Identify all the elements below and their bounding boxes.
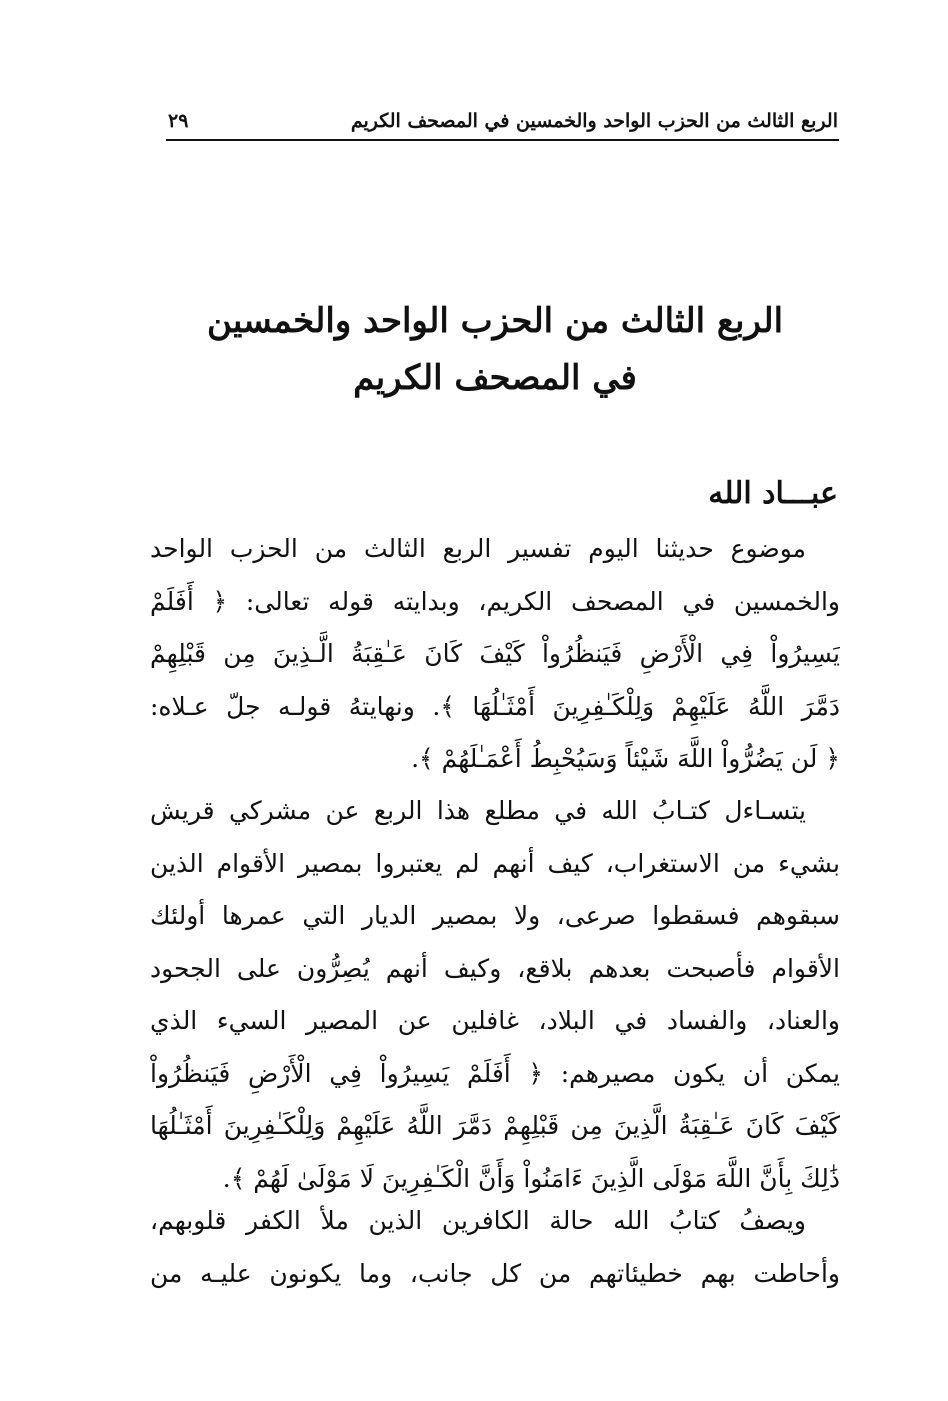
text-line: وأحاطت بهم خطيئاتهم من كل جانب، وما يكونون عليـه من <box>150 1258 840 1288</box>
text-line: ذَٰلِكَ بِأَنَّ اللَّهَ مَوْلَى الَّذِينَ ءَامَنُواْ وَأَنَّ الْكَـٰفِرِينَ لَا مَوْلَىٰ لَهُمْ ﴾. <box>222 1163 840 1193</box>
text-line: يمكن أن يكون مصيرهم: ﴿ أَفَلَمْ يَسِيرُواْ فِي الْأَرْضِ فَيَنظُرُواْ <box>150 1058 840 1088</box>
paragraph-2 <box>150 785 840 1205</box>
header-rule <box>166 139 839 141</box>
text-line: يَسِيرُواْ فِي الْأَرْضِ فَيَنظُرُواْ كَيْفَ كَانَ عَـٰقِبَةُ الَّـذِينَ مِن قَبْلِهِمْ <box>150 639 840 668</box>
page-number: ٢٩ <box>168 110 189 132</box>
text-line: دَمَّرَ اللَّهُ عَلَيْهِمْ وَلِلْكَـٰفِرِينَ أَمْثَـٰلُهَا ﴾. ونهايتهُ قولـه جلّ عـلاه: <box>150 691 840 721</box>
paragraph-1 <box>150 523 840 786</box>
chapter-title-line-1: الربع الثالث من الحزب الواحد والخمسين <box>206 301 784 341</box>
text-line: بشيء من الاستغراب، كيف أنهم لم يعتبروا بمصير الأقوام الذين <box>150 848 840 878</box>
text-line: موضوع حديثنا اليوم تفسير الربع الثالث من الحزب الواحد <box>150 534 806 563</box>
running-title: الربع الثالث من الحزب الواحد والخمسين في المصحف الكريم <box>350 110 838 132</box>
text-line: يتسـاءل كتـابُ الله في مطلع هذا الربع عن مشركي قريش <box>150 796 806 825</box>
text-line: سبقوهم فسقطوا صرعى، ولا بمصير الديار التي عمرها أولئك <box>150 901 840 930</box>
text-line: والعناد، والفساد في البلاد، غافلين عن المصير السيء الذي <box>150 1006 840 1035</box>
running-header <box>168 106 838 136</box>
chapter-title-line-2: في المصحف الكريم <box>353 358 637 398</box>
chapter-title <box>150 293 840 406</box>
text-line: ويصفُ كتابُ الله حالة الكافرين الذين ملأ الكفر قلوبهم، <box>150 1206 806 1235</box>
text-line: ﴿ لَن يَضُرُّواْ اللَّهَ شَيْئاً وَسَيُحْبِطُ أَعْمَـٰلَهُمْ ﴾. <box>411 744 840 773</box>
text-line: كَيْفَ كَانَ عَـٰقِبَةُ الَّذِينَ مِن قَبْلِهِمْ دَمَّرَ اللَّهُ عَلَيْهِمْ وَلِلْكَـٰفِرِينَ أَمْثَـٰلُهَا <box>150 1111 840 1140</box>
text-line: والخمسين في المصحف الكريم، وبدايته قوله تعالى: ﴿ أَفَلَمْ <box>150 586 840 616</box>
address-heading: عبـــاد الله <box>708 476 838 511</box>
paragraph-3 <box>150 1195 840 1300</box>
text-line: الأقوام فأصبحت بعدهم بلاقع، وكيف أنهم يُصِرُّون على الجحود <box>150 953 840 983</box>
